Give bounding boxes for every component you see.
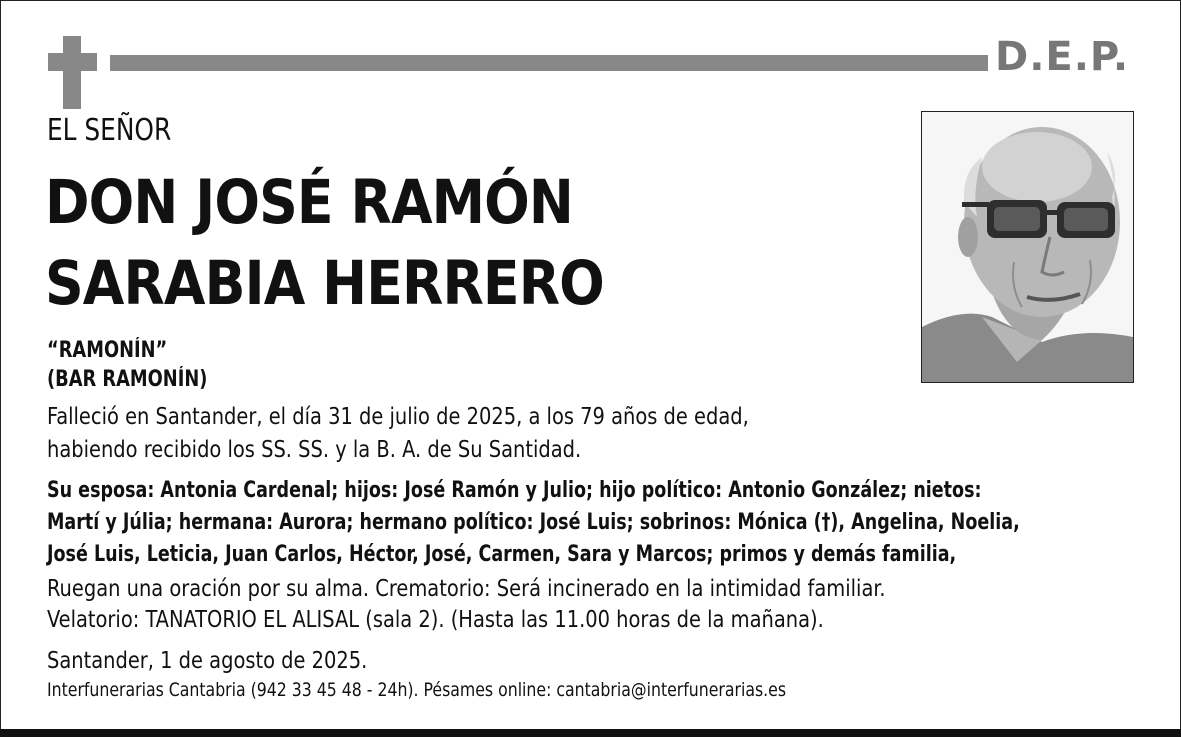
bottom-border bbox=[0, 729, 1181, 737]
deceased-name-line2: SARABIA HERRERO bbox=[45, 248, 604, 319]
family-line1: Su esposa: Antonia Cardenal; hijos: José Ramón y Julio; hijo político: Antonio González; nietos: bbox=[47, 478, 982, 503]
dep-label: D.E.P. bbox=[995, 34, 1130, 80]
family-line3: José Luis, Leticia, Juan Carlos, Héctor, José, Carmen, Sara y Marcos; primos y demás familia, bbox=[47, 542, 957, 567]
deceased-name-line1: DON JOSÉ RAMÓN bbox=[45, 167, 573, 238]
portrait-photo bbox=[921, 111, 1134, 383]
header-rule bbox=[110, 55, 988, 71]
death-notice-line1: Falleció en Santander, el día 31 de julio de 2025, a los 79 años de edad, bbox=[47, 404, 749, 430]
death-notice-line2: habiendo recibido los SS. SS. y la B. A. de Su Santidad. bbox=[47, 437, 582, 463]
nickname-bar: (BAR RAMONÍN) bbox=[47, 367, 208, 392]
family-line2: Martí y Júlia; hermana: Aurora; hermano político: José Luis; sobrinos: Mónica (†), Angelina, Noelia, bbox=[47, 510, 1020, 535]
funeral-home-contact: Interfunerarias Cantabria (942 33 45 48 - 24h). Pésames online: cantabria@interfunerarias.es bbox=[47, 679, 787, 701]
nickname: “RAMONÍN” bbox=[47, 338, 168, 363]
honorific-prefix: EL SEÑOR bbox=[47, 113, 172, 148]
place-date: Santander, 1 de agosto de 2025. bbox=[47, 648, 368, 674]
cross-icon bbox=[63, 36, 81, 109]
service-line2: Velatorio: TANATORIO EL ALISAL (sala 2). (Hasta las 11.00 horas de la mañana). bbox=[47, 607, 824, 633]
cross-icon-bar bbox=[48, 53, 97, 71]
portrait-image bbox=[922, 112, 1133, 382]
service-line1: Ruegan una oración por su alma. Crematorio: Será incinerado en la intimidad familiar. bbox=[47, 576, 886, 602]
